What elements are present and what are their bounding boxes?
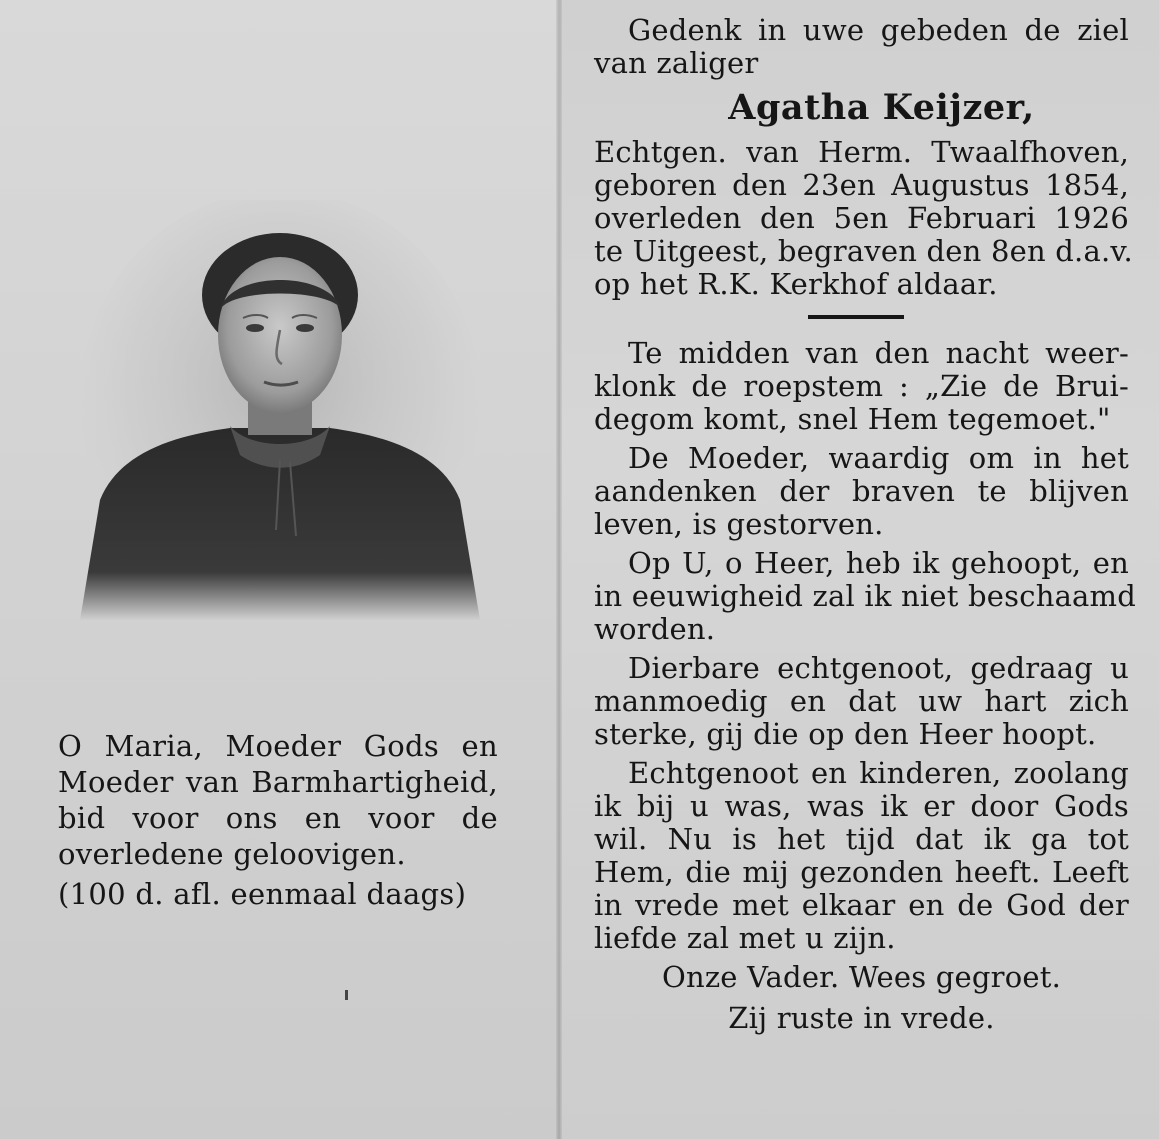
paragraph-line: aandenken der braven te blijven (594, 474, 1129, 508)
detail-line: geboren den 23en Augustus 1854, (594, 168, 1129, 202)
paragraph (594, 757, 1129, 955)
paragraph (594, 442, 1129, 541)
paragraph-line: klonk de roepstem : „Zie de Brui- (594, 369, 1129, 403)
intro-line: van zaliger (594, 46, 759, 80)
paragraph-line: Dierbare echtgenoot, gedraag u (628, 651, 1129, 685)
detail-line: Echtgen. van Herm. Twaalfhoven, (594, 135, 1129, 169)
paragraph-line: in vrede met elkaar en de God der (594, 888, 1129, 922)
portrait-photo (80, 200, 480, 620)
paragraph-line: liefde zal met u zijn. (594, 921, 896, 955)
closing-block (594, 961, 1129, 1035)
card-fold (556, 0, 562, 1139)
paragraph-line: Echtgenoot en kinderen, zoolang (628, 756, 1129, 790)
print-speck (345, 990, 348, 1000)
detail-line: te Uitgeest, begraven den 8en d.a.v. (594, 234, 1133, 268)
paragraph-line: De Moeder, waardig om in het (628, 441, 1129, 475)
divider-rule (808, 315, 904, 319)
paragraph (594, 546, 1137, 646)
paragraph-line: degom komt, snel Hem tegemoet." (594, 402, 1111, 436)
intro-line: Gedenk in uwe gebeden de ziel (628, 13, 1129, 47)
paragraph-line: manmoedig en dat uw hart zich (594, 684, 1129, 718)
rest-in-peace: Zij ruste in vrede. (728, 1001, 995, 1035)
paragraph-line: in eeuwigheid zal ik niet beschaamd (594, 579, 1137, 613)
paragraph-line: sterke, gij die op den Heer hoopt. (594, 717, 1097, 751)
paragraph-line: wil. Nu is het tijd dat ik ga tot (594, 822, 1129, 856)
prayer-text (58, 728, 498, 912)
deceased-name: Agatha Keijzer, (728, 87, 1035, 128)
paragraph (594, 337, 1129, 436)
paragraph-line: Op U, o Heer, heb ik gehoopt, en (628, 546, 1129, 580)
prayer-line: O Maria, Moeder Gods en (58, 729, 498, 763)
paragraph (594, 652, 1129, 751)
closing-prayers: Onze Vader. Wees gegroet. (661, 960, 1062, 994)
detail-line: op het R.K. Kerkhof aldaar. (594, 267, 998, 301)
paragraph-line: Te midden van den nacht weer- (628, 336, 1129, 370)
prayer-line: Moeder van Barmhartigheid, (58, 765, 498, 799)
paragraph-line: worden. (594, 612, 716, 646)
detail-line: overleden den 5en Februari 1926 (594, 201, 1129, 235)
indulgence-note: (100 d. afl. eenmaal daags) (58, 877, 467, 911)
paragraph-line: leven, is gestorven. (594, 507, 884, 541)
prayer-line: overledene geloovigen. (58, 837, 406, 871)
memorial-text (594, 13, 1137, 1035)
prayer-line: bid voor ons en voor de (58, 801, 498, 835)
paragraph-line: Hem, die mij gezonden heeft. Leeft (594, 855, 1129, 889)
paragraph-line: ik bij u was, was ik er door Gods (594, 789, 1129, 823)
